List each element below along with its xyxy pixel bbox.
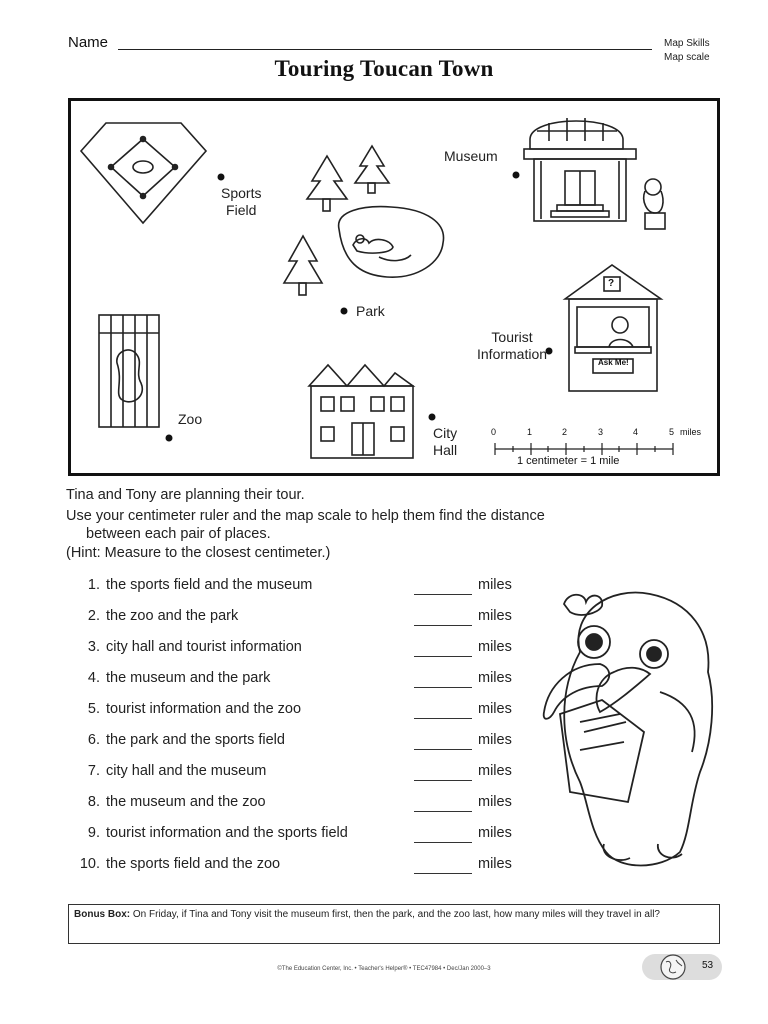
- answer-unit: miles: [478, 670, 512, 686]
- answer-unit: miles: [478, 856, 512, 872]
- question-item: [72, 763, 266, 779]
- museum-dot: [513, 172, 520, 179]
- city-hall-label-line2: Hall: [433, 442, 458, 458]
- question-text: the museum and the park: [106, 670, 271, 686]
- tree-icon: [284, 236, 322, 295]
- skill-tag-map-scale: Map scale: [664, 52, 710, 63]
- tourist-info-label-line1: Tourist: [491, 329, 533, 345]
- answer-blank[interactable]: [414, 656, 472, 657]
- city-hall-label-line1: City: [433, 425, 458, 441]
- instruction-line: between each pair of places.: [86, 526, 271, 542]
- question-number: 5.: [87, 701, 100, 717]
- answer-unit: miles: [478, 732, 512, 748]
- question-item: [72, 608, 238, 624]
- answer-blank[interactable]: [414, 687, 472, 688]
- question-number: 9.: [87, 825, 100, 841]
- answer-unit: miles: [478, 608, 512, 624]
- name-line[interactable]: [118, 49, 652, 50]
- sports-field-label-line2: Field: [226, 202, 257, 218]
- sports-field-label-line1: Sports: [221, 185, 262, 201]
- zoo-cage-icon: [99, 315, 159, 427]
- bonus-box: [68, 904, 720, 944]
- question-text: the museum and the zoo: [106, 794, 266, 810]
- scale-tick-label: 3: [598, 427, 604, 437]
- bonus-question: On Friday, if Tina and Tony visit the museum first, then the park, and the zoo last, how many miles will they travel in all?: [132, 909, 660, 920]
- question-number: 3.: [87, 639, 100, 655]
- town-map: [68, 98, 720, 476]
- park-label: Park: [356, 303, 385, 319]
- question-item: [72, 794, 266, 810]
- answer-unit: miles: [478, 577, 512, 593]
- scale-caption: 1 centimeter = 1 mile: [517, 455, 620, 467]
- answer-unit: miles: [478, 825, 512, 841]
- scale-tick-label: 0: [491, 427, 497, 437]
- sports-field-dot: [218, 174, 225, 181]
- museum-label: Museum: [444, 148, 498, 164]
- question-item: [72, 856, 280, 872]
- ask-me-sign: Ask Me!: [598, 358, 629, 367]
- city-hall-dot: [429, 414, 436, 421]
- answer-unit: miles: [478, 763, 512, 779]
- answer-unit: miles: [478, 639, 512, 655]
- question-text: city hall and the museum: [106, 763, 267, 779]
- question-number: 7.: [87, 763, 100, 779]
- tourist-info-label-line2: Information: [477, 346, 548, 362]
- baseball-field-icon: [81, 123, 206, 223]
- name-label: Name: [68, 34, 109, 51]
- museum-icon: [524, 118, 665, 229]
- answer-blank[interactable]: [414, 594, 472, 595]
- scale-tick-label: 1: [527, 427, 533, 437]
- sports-field-label: [221, 185, 261, 219]
- question-item: [72, 670, 270, 686]
- scale-unit-label: miles: [680, 427, 702, 437]
- question-number: 8.: [87, 794, 100, 810]
- map-scale-bar: [495, 443, 673, 455]
- zoo-dot: [166, 435, 173, 442]
- instruction-line: Tina and Tony are planning their tour.: [66, 487, 305, 503]
- instruction-line: Use your centimeter ruler and the map scale to help them find the distance: [66, 508, 545, 524]
- scale-tick-label: 2: [562, 427, 568, 437]
- page-title: Touring Toucan Town: [274, 56, 494, 81]
- answer-blank[interactable]: [414, 873, 472, 874]
- answer-unit: miles: [478, 794, 512, 810]
- question-item: [72, 825, 348, 841]
- question-text: the sports field and the zoo: [106, 856, 281, 872]
- page-number: 53: [702, 960, 714, 971]
- globe-icon: [658, 952, 688, 982]
- footer-credit: ©The Education Center, Inc. • Teacher's Helper® • TEC47984 • Dec/Jan 2000–3: [277, 966, 491, 972]
- zoo-label: Zoo: [178, 411, 203, 427]
- answer-blank[interactable]: [414, 842, 472, 843]
- tourist-info-label: [477, 329, 547, 363]
- answer-blank[interactable]: [414, 811, 472, 812]
- bonus-label: Bonus Box:: [74, 909, 131, 920]
- toucan-mascot-icon: [540, 582, 726, 874]
- question-text: the park and the sports field: [106, 732, 285, 748]
- city-hall-label: [433, 425, 457, 459]
- question-item: [72, 639, 302, 655]
- question-text: tourist information and the zoo: [106, 701, 302, 717]
- question-item: [72, 701, 301, 717]
- map-illustrations: [71, 101, 717, 473]
- question-sign: ?: [608, 278, 615, 289]
- question-text: city hall and tourist information: [106, 639, 302, 655]
- question-number: 6.: [87, 732, 100, 748]
- answer-blank[interactable]: [414, 749, 472, 750]
- city-hall-icon: [309, 365, 413, 458]
- instruction-hint: (Hint: Measure to the closest centimeter.): [66, 545, 331, 561]
- pond-icon: [339, 207, 444, 278]
- question-text: tourist information and the sports field: [106, 825, 348, 841]
- question-number: 10.: [79, 856, 100, 872]
- tree-icon: [355, 146, 389, 193]
- question-number: 4.: [87, 670, 100, 686]
- scale-tick-label: 4: [633, 427, 639, 437]
- scale-tick-label: 5: [669, 427, 675, 437]
- park-dot: [341, 308, 348, 315]
- answer-blank[interactable]: [414, 718, 472, 719]
- answer-blank[interactable]: [414, 625, 472, 626]
- question-text: the zoo and the park: [106, 608, 239, 624]
- question-text: the sports field and the museum: [106, 577, 313, 593]
- question-item: [72, 732, 285, 748]
- answer-blank[interactable]: [414, 780, 472, 781]
- question-number: 1.: [87, 577, 100, 593]
- answer-unit: miles: [478, 701, 512, 717]
- question-item: [72, 577, 312, 593]
- tree-icon: [307, 156, 347, 211]
- question-number: 2.: [87, 608, 100, 624]
- skill-tag-map-skills: Map Skills: [664, 38, 710, 49]
